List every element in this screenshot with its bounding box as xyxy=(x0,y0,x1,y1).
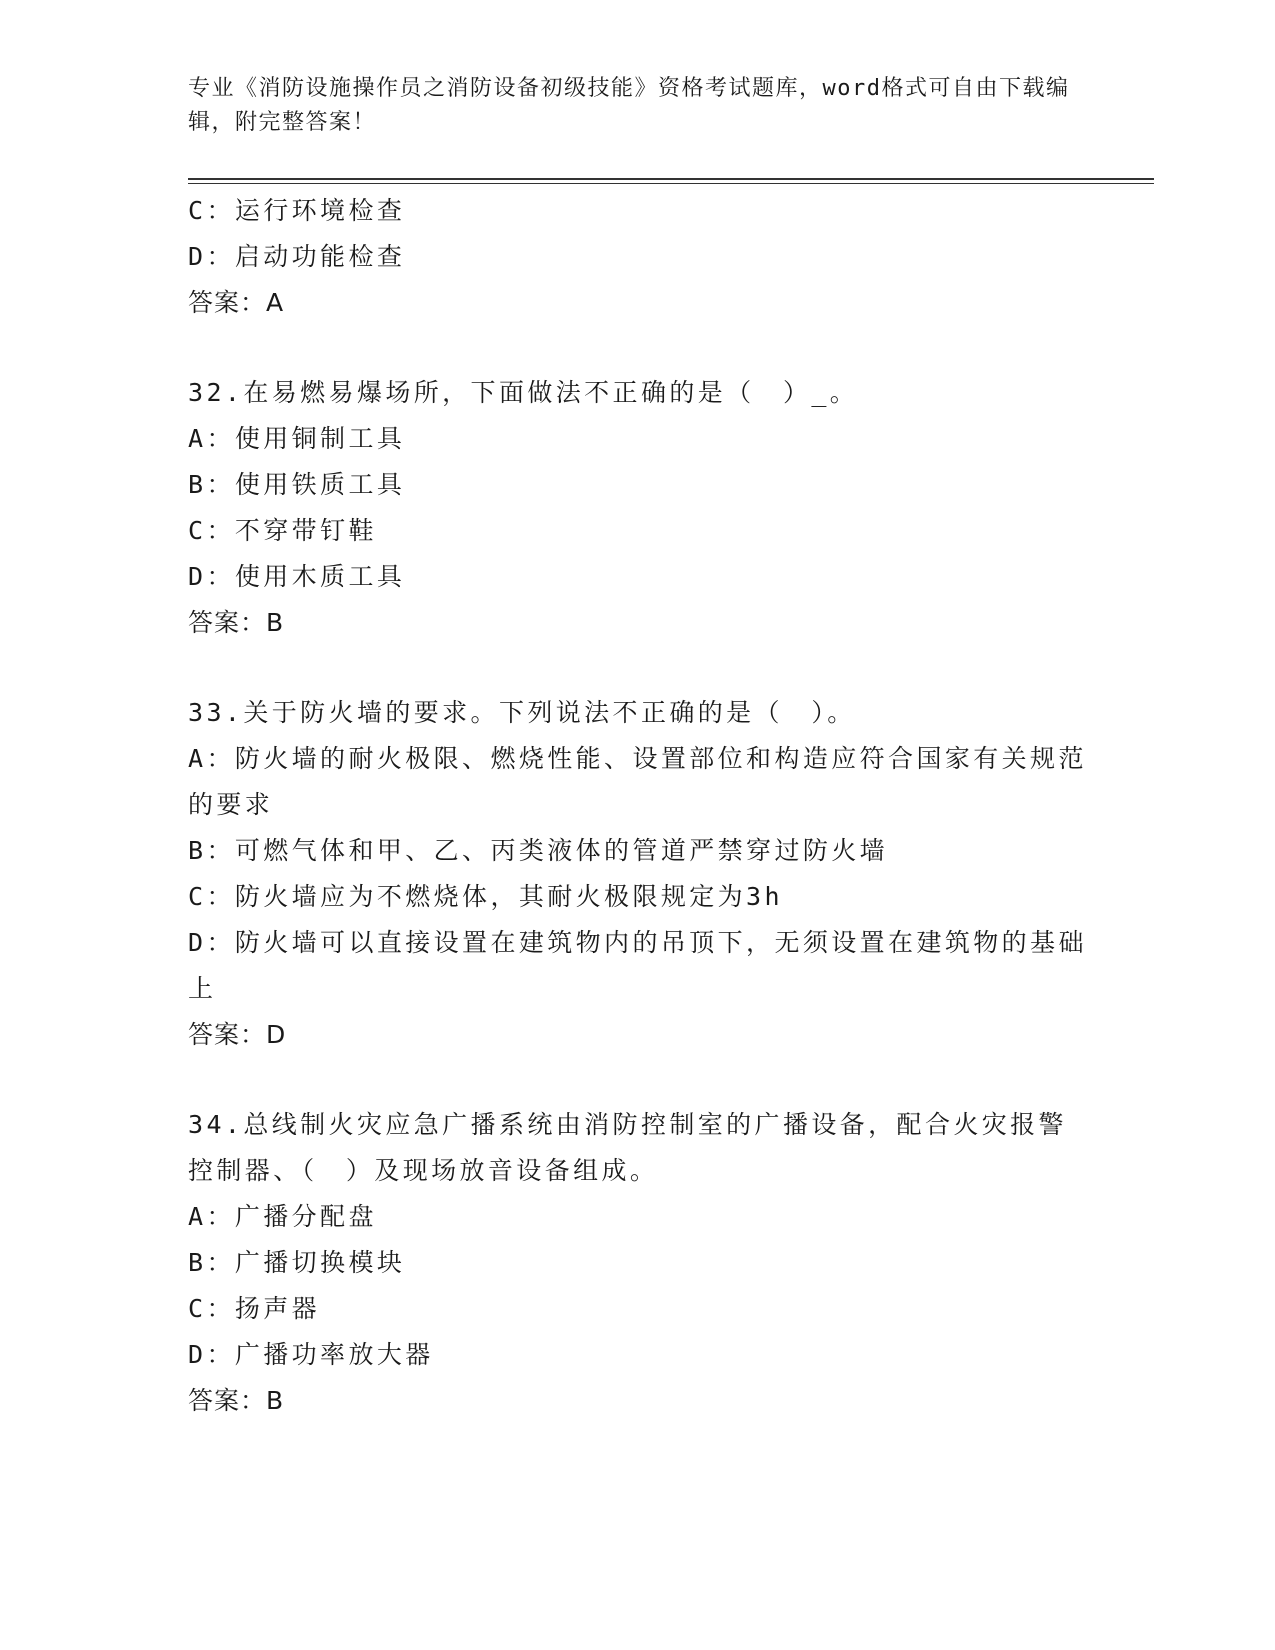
option-a: A：使用铜制工具 xyxy=(188,424,406,453)
page-header xyxy=(188,72,1088,140)
question-stem: 33.关于防火墙的要求。下列说法不正确的是（ ）。 xyxy=(188,698,856,727)
option-d: D：广播功率放大器 xyxy=(188,1340,434,1369)
option-d: D：使用木质工具 xyxy=(188,562,406,591)
option-a: A：防火墙的耐火极限、燃烧性能、设置部位和构造应符合国家有关规范的要求 xyxy=(188,744,1087,819)
question-32 xyxy=(188,370,1088,646)
question-31-tail xyxy=(188,188,1088,326)
option-c: C：运行环境检查 xyxy=(188,196,406,225)
option-b: B：使用铁质工具 xyxy=(188,470,406,499)
spacer xyxy=(188,326,1088,370)
option-b: B：广播切换模块 xyxy=(188,1248,406,1277)
option-a: A：广播分配盘 xyxy=(188,1202,377,1231)
option-b: B：可燃气体和甲、乙、丙类液体的管道严禁穿过防火墙 xyxy=(188,836,889,865)
question-34 xyxy=(188,1102,1088,1424)
spacer xyxy=(188,1058,1088,1102)
option-c: C：不穿带钉鞋 xyxy=(188,516,377,545)
option-d: D：防火墙可以直接设置在建筑物内的吊顶下，无须设置在建筑物的基础上 xyxy=(188,928,1087,1003)
option-c: C：扬声器 xyxy=(188,1294,321,1323)
header-text: 专业《消防设施操作员之消防设备初级技能》资格考试题库，word格式可自由下载编辑，附完整答案！ xyxy=(188,76,1070,135)
answer-line: 答案：B xyxy=(188,608,285,637)
question-content xyxy=(188,188,1088,1424)
option-c: C：防火墙应为不燃烧体，其耐火极限规定为3h xyxy=(188,882,783,911)
spacer xyxy=(188,646,1088,690)
question-33 xyxy=(188,690,1088,1058)
answer-line: 答案：A xyxy=(188,288,285,317)
answer-line: 答案：D xyxy=(188,1020,287,1049)
header-divider xyxy=(188,178,1154,184)
question-stem: 34.总线制火灾应急广播系统由消防控制室的广播设备，配合火灾报警控制器、（ ）及现场放音设备组成。 xyxy=(188,1110,1067,1185)
answer-line: 答案：B xyxy=(188,1386,285,1415)
option-d: D：启动功能检查 xyxy=(188,242,406,271)
question-stem: 32.在易燃易爆场所，下面做法不正确的是（ ）_。 xyxy=(188,378,859,407)
